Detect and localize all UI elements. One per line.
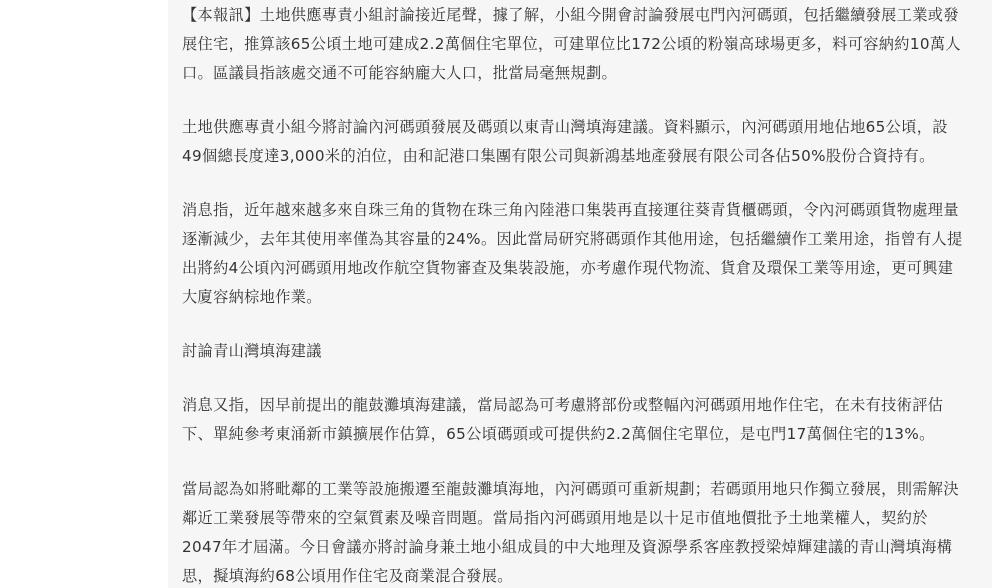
paragraph-4-line-2: 下、單純參考東涌新市鎮擴展作估算，65公頃碼頭或可提供約2.2萬個住宅單位，是屯門17萬個住宅的13%。 bbox=[182, 425, 935, 443]
paragraph-2 bbox=[182, 113, 982, 171]
paragraph-1-line-3: 口。區議員指該處交通不可能容納龐大人口，批當局毫無規劃。 bbox=[182, 64, 618, 82]
paragraph-4-line-1: 消息又指，因早前提出的龍鼓灘填海建議，當局認為可考慮將部份或整幅內河碼頭用地作住宅，在未有技術評估 bbox=[182, 396, 944, 414]
paragraph-3-line-2: 逐漸減少，去年其使用率僅為其容量的24%。因此當局研究將碼頭作其他用途，包括繼續作工業用途，指曾有人提 bbox=[182, 230, 963, 248]
paragraph-3-line-4: 大廈容納棕地作業。 bbox=[182, 288, 322, 306]
paragraph-5-line-2: 鄰近工業發展等帶來的空氣質素及噪音問題。當局指內河碼頭用地是以十足市值地價批予土地業權人，契約於 bbox=[182, 509, 928, 527]
paragraph-3-line-3: 出將約4公頃內河碼頭用地改作航空貨物審查及集裝設施，亦考慮作現代物流、貨倉及環保工業等用途，更可興建 bbox=[182, 259, 954, 277]
left-gutter bbox=[0, 0, 168, 588]
paragraph-1-line-2: 展住宅，推算該65公頃土地可建成2.2萬個住宅單位，可建單位比172公頃的粉嶺高球場更多，料可容納約10萬人 bbox=[182, 35, 961, 53]
paragraph-2-line-1: 土地供應專責小組今將討論內河碼頭發展及碼頭以東青山灣填海建議。資料顯示，內河碼頭用地佔地65公頃，設 bbox=[182, 118, 948, 136]
paragraph-5-line-3: 2047年才屆滿。今日會議亦將討論身兼土地小組成員的中大地理及資源學系客座教授梁焯輝建議的青山灣填海構 bbox=[182, 538, 953, 556]
paragraph-4 bbox=[182, 391, 982, 449]
subheading: 討論青山灣填海建議 bbox=[182, 342, 322, 360]
paragraph-5-line-1: 當局認為如將毗鄰的工業等設施搬遷至龍鼓灘填海地，內河碼頭可重新規劃；若碼頭用地只作獨立發展，則需解決 bbox=[182, 480, 959, 498]
paragraph-1 bbox=[182, 1, 982, 88]
article-body bbox=[168, 0, 992, 588]
paragraph-5-line-4: 思，擬填海約68公頃用作住宅及商業混合發展。 bbox=[182, 567, 513, 585]
paragraph-3 bbox=[182, 196, 982, 312]
paragraph-5 bbox=[182, 475, 982, 588]
paragraph-3-line-1: 消息指，近年越來越多來自珠三角的貨物在珠三角內陸港口集裝再直接運往葵青貨櫃碼頭，令內河碼頭貨物處理量 bbox=[182, 201, 959, 219]
paragraph-1-line-1: 【本報訊】土地供應專責小組討論接近尾聲，據了解，小組今開會討論發展屯門內河碼頭，包括繼續發展工業或發 bbox=[182, 6, 959, 24]
paragraph-2-line-2: 49個總長度達3,000米的泊位，由和記港口集團有限公司與新鴻基地產發展有限公司各佔50%股份合資持有。 bbox=[182, 147, 935, 165]
